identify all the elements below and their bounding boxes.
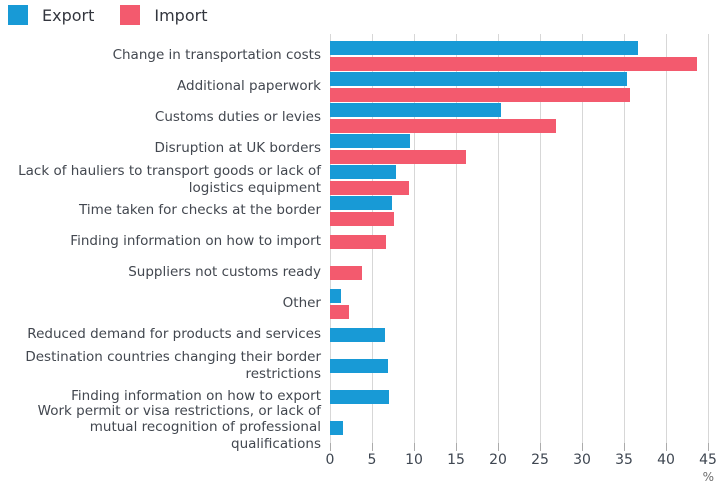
category-row [0,319,720,350]
category-row [0,133,720,164]
bar-import [330,181,409,195]
legend-item-import [120,5,207,25]
x-tick-label: 0 [325,452,335,468]
category-label: Suppliers not customs ready [128,264,321,281]
bar-export [330,103,501,117]
axis-tick [708,443,709,451]
bar-group [330,195,720,226]
legend-swatch-import [120,5,140,25]
bar-group [330,102,720,133]
category-row [0,257,720,288]
bar-import [330,266,362,280]
axis-tick [624,443,625,451]
x-tick-label: 30 [573,452,591,468]
bar-group [330,319,720,350]
category-label: Finding information on how to import [70,233,321,250]
category-label: Work permit or visa restrictions, or lack of mutual recognition of professional qualifications [37,403,321,452]
axis-unit-label: % [702,470,714,484]
category-label: Reduced demand for products and services [27,326,321,343]
category-label: Time taken for checks at the border [79,202,321,219]
category-row [0,288,720,319]
x-tick-label: 10 [405,452,423,468]
bar-group [330,288,720,319]
x-tick-label: 40 [657,452,675,468]
axis-tick [666,443,667,451]
bar-group [330,412,720,443]
bar-export [330,165,396,179]
category-row [0,226,720,257]
bar-import [330,305,349,319]
bar-import [330,150,466,164]
category-row [0,71,720,102]
x-tick-label: 45 [699,452,717,468]
x-tick-label: 25 [531,452,549,468]
bar-export [330,359,388,373]
bar-group [330,133,720,164]
axis-tick [540,443,541,451]
axis-tick [414,443,415,451]
axis-tick [456,443,457,451]
bar-group [330,71,720,102]
category-label: Change in transportation costs [112,47,321,64]
bar-import [330,57,697,71]
bar-import [330,88,630,102]
category-label: Lack of hauliers to transport goods or lack of logistics equipment [18,163,321,196]
category-label: Disruption at UK borders [154,140,321,157]
legend-label: Export [42,5,95,25]
bar-export [330,328,385,342]
bar-export [330,196,392,210]
axis-tick [372,443,373,451]
bar-group [330,381,720,412]
legend-item-export [8,5,94,25]
category-row [0,403,720,452]
bar-export [330,41,638,55]
bar-group [330,40,720,71]
category-row [0,102,720,133]
category-label: Destination countries changing their border restrictions [25,349,321,382]
bar-export [330,421,343,435]
x-tick-label: 15 [447,452,465,468]
category-label: Additional paperwork [177,78,321,95]
category-row [0,40,720,71]
bar-group [330,257,720,288]
category-label: Finding information on how to export [71,388,321,405]
chart-rows [0,40,720,452]
axis-tick [582,443,583,451]
x-tick-label: 20 [489,452,507,468]
bar-group [330,350,720,381]
bar-group [330,226,720,257]
legend-swatch-export [8,5,28,25]
category-label: Customs duties or levies [154,109,321,126]
axis-tick [498,443,499,451]
bar-export [330,134,410,148]
chart-legend [8,5,233,25]
axis-tick [330,443,331,451]
bar-export [330,289,341,303]
bar-import [330,212,394,226]
bar-group [330,164,720,195]
category-label: Other [282,295,321,312]
bar-export [330,72,627,86]
bar-import [330,119,556,133]
category-row [0,350,720,381]
legend-label: Import [154,5,208,25]
bar-export [330,390,389,404]
category-row [0,195,720,226]
x-tick-label: 5 [367,452,377,468]
bar-import [330,235,386,249]
x-tick-label: 35 [615,452,633,468]
category-row [0,164,720,195]
